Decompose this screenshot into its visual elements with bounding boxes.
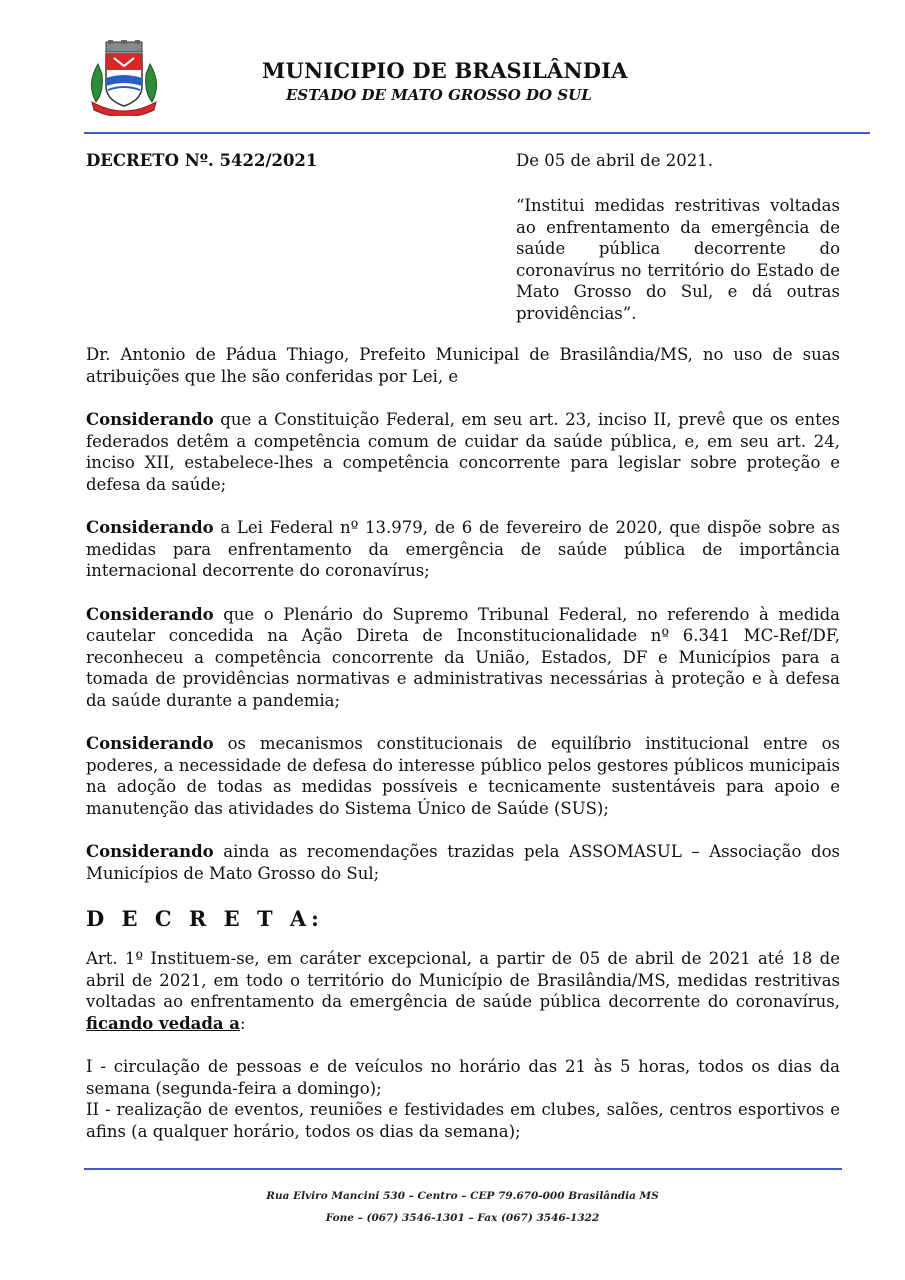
decree-number: DECRETO Nº. 5422/2021 — [86, 151, 318, 170]
item-ii: II - realização de eventos, reuniões e festividades em clubes, salões, centros esportivos e afins (a qualquer horário, todos os dias da semana); — [86, 1100, 840, 1141]
article-1 — [86, 948, 840, 1034]
considerando-paragraph — [86, 733, 840, 819]
considerando-label: Considerando — [86, 410, 214, 429]
decree-body — [86, 344, 840, 1142]
considerando-label: Considerando — [86, 518, 214, 537]
footer-phone: Fone – (067) 3546-1301 – Fax (067) 3546-1322 — [325, 1212, 600, 1224]
considerando-text: a Lei Federal nº 13.979, de 6 de fevereiro de 2020, que dispõe sobre as medidas para enfrentamento da emergência de saúde pública de importância internacional decorrente do coronavírus; — [86, 518, 840, 580]
decree-ementa: “Institui medidas restritivas voltadas ao enfrentamento da emergência de saúde pública decorrente do coronavírus no território do Estado de Mato Grosso do Sul, e dá outras providências”. — [516, 196, 840, 323]
considerando-label: Considerando — [86, 604, 214, 624]
article-1-text: Art. 1º Instituem-se, em caráter excepcional, a partir de 05 de abril de 2021 até 18 de abril de 2021, em todo o território do Município de Brasilândia/MS, medidas restritivas voltadas ao enfrentamento da emergência de saúde pública decorrente do coronavírus, — [86, 949, 840, 1011]
considerando-label: Considerando — [86, 842, 214, 861]
considerando-text: os mecanismos constitucionais de equilíbrio institucional entre os poderes, a necessidade de defesa do interesse público pelos gestores públicos municipais na adoção de todas as medidas possíveis e tecnicamente sustentáveis para apoio e manutenção das atividades do Sistema Único de Saúde (SUS); — [86, 734, 840, 818]
considerando-paragraph — [86, 604, 840, 712]
letterhead — [0, 0, 905, 140]
article-1-emphasis: ficando vedada a — [86, 1013, 240, 1033]
considerando-label: Considerando — [86, 734, 214, 753]
intro-paragraph: Dr. Antonio de Pádua Thiago, Prefeito Municipal de Brasilândia/MS, no uso de suas atribuições que lhe são conferidas por Lei, e — [86, 345, 840, 386]
state-subtitle: ESTADO DE MATO GROSSO DO SUL — [286, 86, 592, 104]
article-1-end: : — [240, 1013, 246, 1033]
header-divider — [84, 132, 870, 134]
municipality-title: MUNICIPIO DE BRASILÂNDIA — [262, 58, 628, 83]
footer-divider — [84, 1168, 842, 1170]
considerando-text: que o Plenário do Supremo Tribunal Federal, no referendo à medida cautelar concedida na Ação Direta de Inconstitucionalidade nº 6.341 MC-Ref/DF, reconheceu a competência concorrente da União, Estados, DF e Municípios para a tomada de providências normativas e administrativas necessárias à proteção e à defesa da saúde durante a pandemia; — [86, 604, 840, 710]
item-i: I - circulação de pessoas e de veículos no horário das 21 às 5 horas, todos os dias da semana (segunda-feira a domingo); — [86, 1057, 840, 1098]
considerando-paragraph — [86, 841, 840, 884]
considerando-paragraph — [86, 517, 840, 582]
considerando-text: que a Constituição Federal, em seu art. 23, inciso II, prevê que os entes federados detêm a competência comum de cuidar da saúde pública, e, em seu art. 24, inciso XII, estabelece-lhes a competência concorrente para legislar sobre proteção e defesa da saúde; — [86, 410, 840, 494]
decree-date: De 05 de abril de 2021. — [516, 151, 713, 170]
considerando-paragraph — [86, 409, 840, 495]
decreta-heading: D E C R E T A: — [86, 906, 324, 931]
considerando-text: ainda as recomendações trazidas pela ASSOMASUL – Associação dos Municípios de Mato Grosso do Sul; — [86, 842, 840, 883]
municipal-crest-icon — [84, 40, 164, 116]
footer-address: Rua Elviro Mancini 530 – Centro – CEP 79.670-000 Brasilândia MS — [266, 1190, 659, 1202]
